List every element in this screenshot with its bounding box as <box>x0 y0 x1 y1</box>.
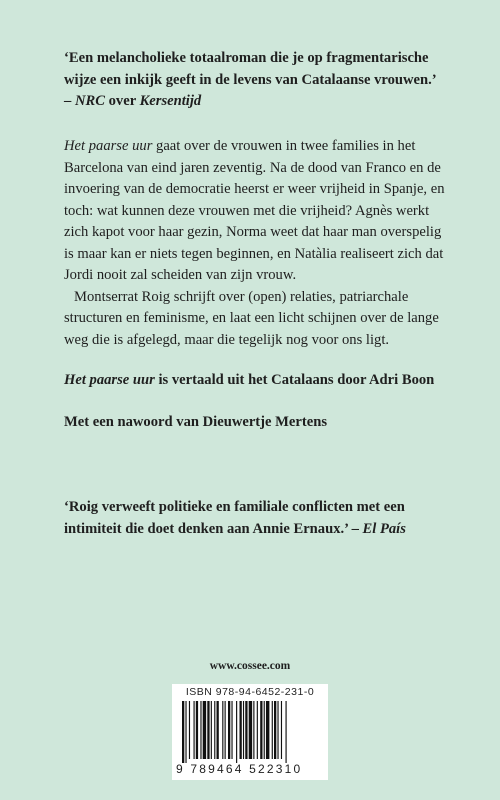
quote-work: Kersentijd <box>139 93 202 109</box>
translation-book-title: Het paarse uur <box>64 372 155 388</box>
translation-text: is vertaald uit het Catalaans door Adri Boon <box>154 372 435 388</box>
synopsis-paragraph-2: Montserrat Roig schrijft over (open) relaties, patriarchale structuren en feminisme, en laat een licht schijnen over de lange weg die is afgelegd, maar die tegelijk nog voor ons ligt. <box>64 288 439 348</box>
press-quote-el-pais <box>64 497 452 540</box>
book-title: Het paarse uur <box>64 138 153 154</box>
quote-source: El País <box>362 520 406 537</box>
quote-connector: over <box>104 93 140 109</box>
publisher-website: www.cossee.com <box>209 660 291 672</box>
afterword-credit: Met een nawoord van Dieuwertje Mertens <box>64 414 328 430</box>
quote-dash: – <box>64 93 75 109</box>
quote-text: ‘Roig verweeft politieke en familiale conflicten met een intimiteit die doet denken aan Annie Ernaux.’ <box>64 499 405 537</box>
barcode-digits: 9 789464 522310 <box>176 762 303 776</box>
synopsis-paragraph-1 <box>64 136 452 287</box>
synopsis-text: gaat over de vrouwen in twee families in het Barcelona van eind jaren zeventig. Na de dood van Franco en de invoering van de democratie heerst er weer vrijheid in Spanje, en toch: wat kunnen deze vrouwen met die vrijheid? Agnès werkt zich kapot voor haar gezin, Norma weet dat haar man overspelig is maar kan er niets tegen beginnen, en Natàlia realiseert zich dat Jordi nooit zal scheiden van zijn vrouw. <box>64 138 445 283</box>
quote-text: ‘Een melancholieke totaalroman die je op fragmentarische wijze een inkijk geeft in de levens van Catalaanse vrouwen.’ <box>64 50 437 88</box>
isbn-label: ISBN 978-94-6452-231-0 <box>185 686 315 698</box>
press-quote-nrc <box>64 48 452 113</box>
barcode-icon <box>182 701 318 763</box>
quote-dash: – <box>347 520 363 537</box>
synopsis <box>64 136 452 351</box>
translation-credit <box>64 370 452 392</box>
quote-source: NRC <box>74 93 105 109</box>
isbn-barcode-box <box>172 684 328 780</box>
